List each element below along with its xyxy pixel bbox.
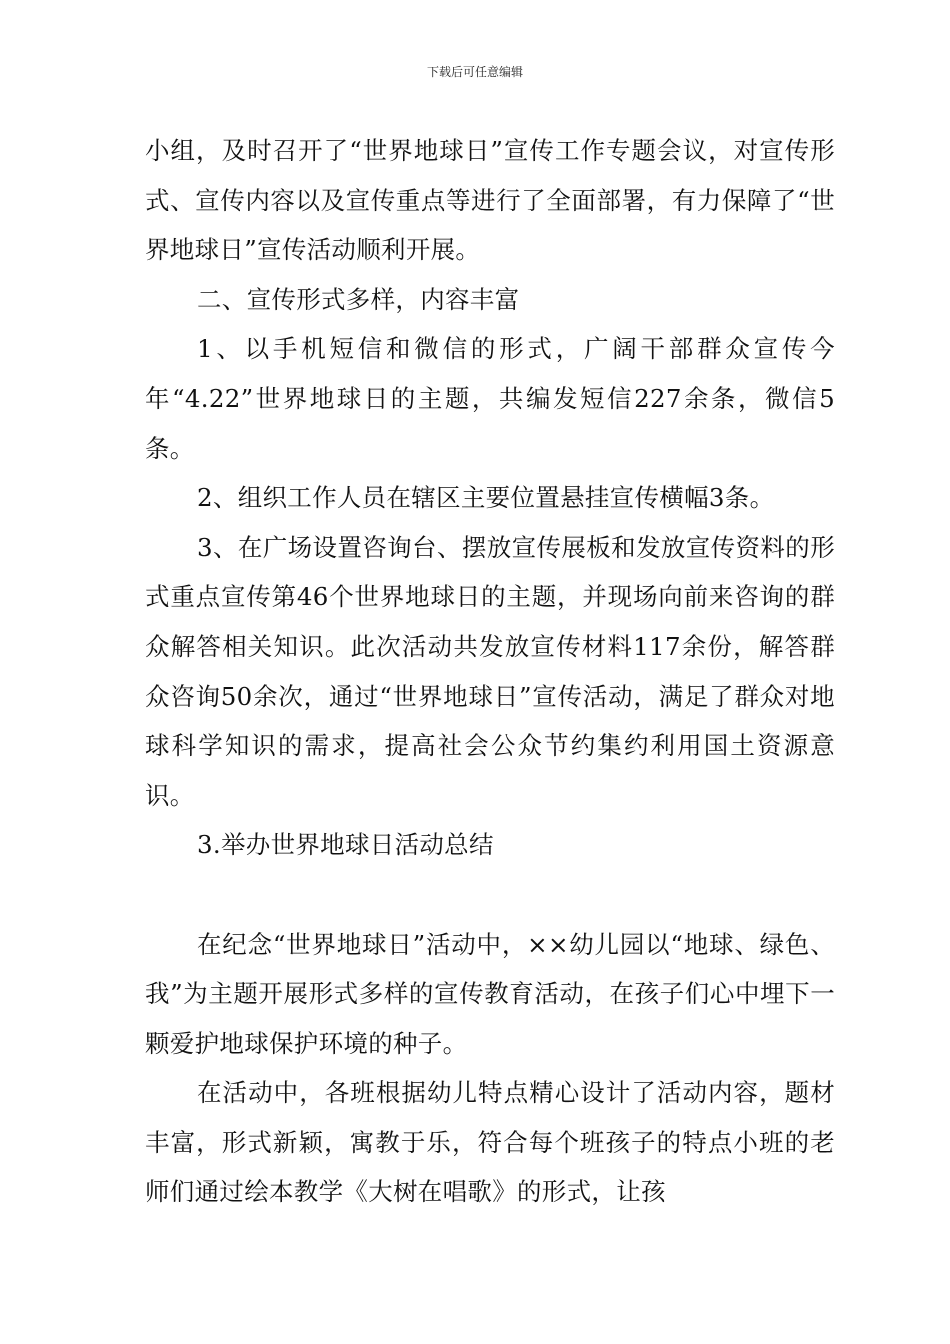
- paragraph-activities: 在活动中，各班根据幼儿特点精心设计了活动内容，题材丰富，形式新颖，寓教于乐，符合每个班孩子的特点小班的老师们通过绘本教学《大树在唱歌》的形式，让孩: [145, 1078, 835, 1207]
- blank-line: [145, 870, 835, 920]
- list-item-3: 3、在广场设置咨询台、摆放宣传展板和发放宣传资料的形式重点宣传第46个世界地球日的主题，并现场向前来咨询的群众解答相关知识。此次活动共发放宣传材料117余份，解答群众咨询50余次，通过“世界地球日”宣传活动，满足了群众对地球科学知识的需求，提高社会公众节约集约利用国土资源意识。: [145, 532, 835, 810]
- paragraph-continuation: 小组，及时召开了“世界地球日”宣传工作专题会议，对宣传形式、宣传内容以及宣传重点等进行了全面部署，有力保障了“世界地球日”宣传活动顺利开展。: [145, 136, 836, 265]
- list-item-2: 2、组织工作人员在辖区主要位置悬挂宣传横幅3条。: [197, 483, 775, 513]
- page-header-note: 下载后可任意编辑: [426, 65, 523, 79]
- section-heading-2: 二、宣传形式多样，内容丰富: [197, 284, 520, 314]
- document-body: [145, 126, 835, 1217]
- article-title-3: 3.举办世界地球日活动总结: [197, 830, 494, 860]
- list-item-1: 1、以手机短信和微信的形式，广阔干部群众宣传今年“4.22”世界地球日的主题，共编发短信227余条，微信5条。: [145, 334, 835, 463]
- paragraph-intro: 在纪念“世界地球日”活动中，××幼儿园以“地球、绿色、我”为主题开展形式多样的宣传教育活动，在孩子们心中埋下一颗爱护地球保护环境的种子。: [145, 929, 836, 1058]
